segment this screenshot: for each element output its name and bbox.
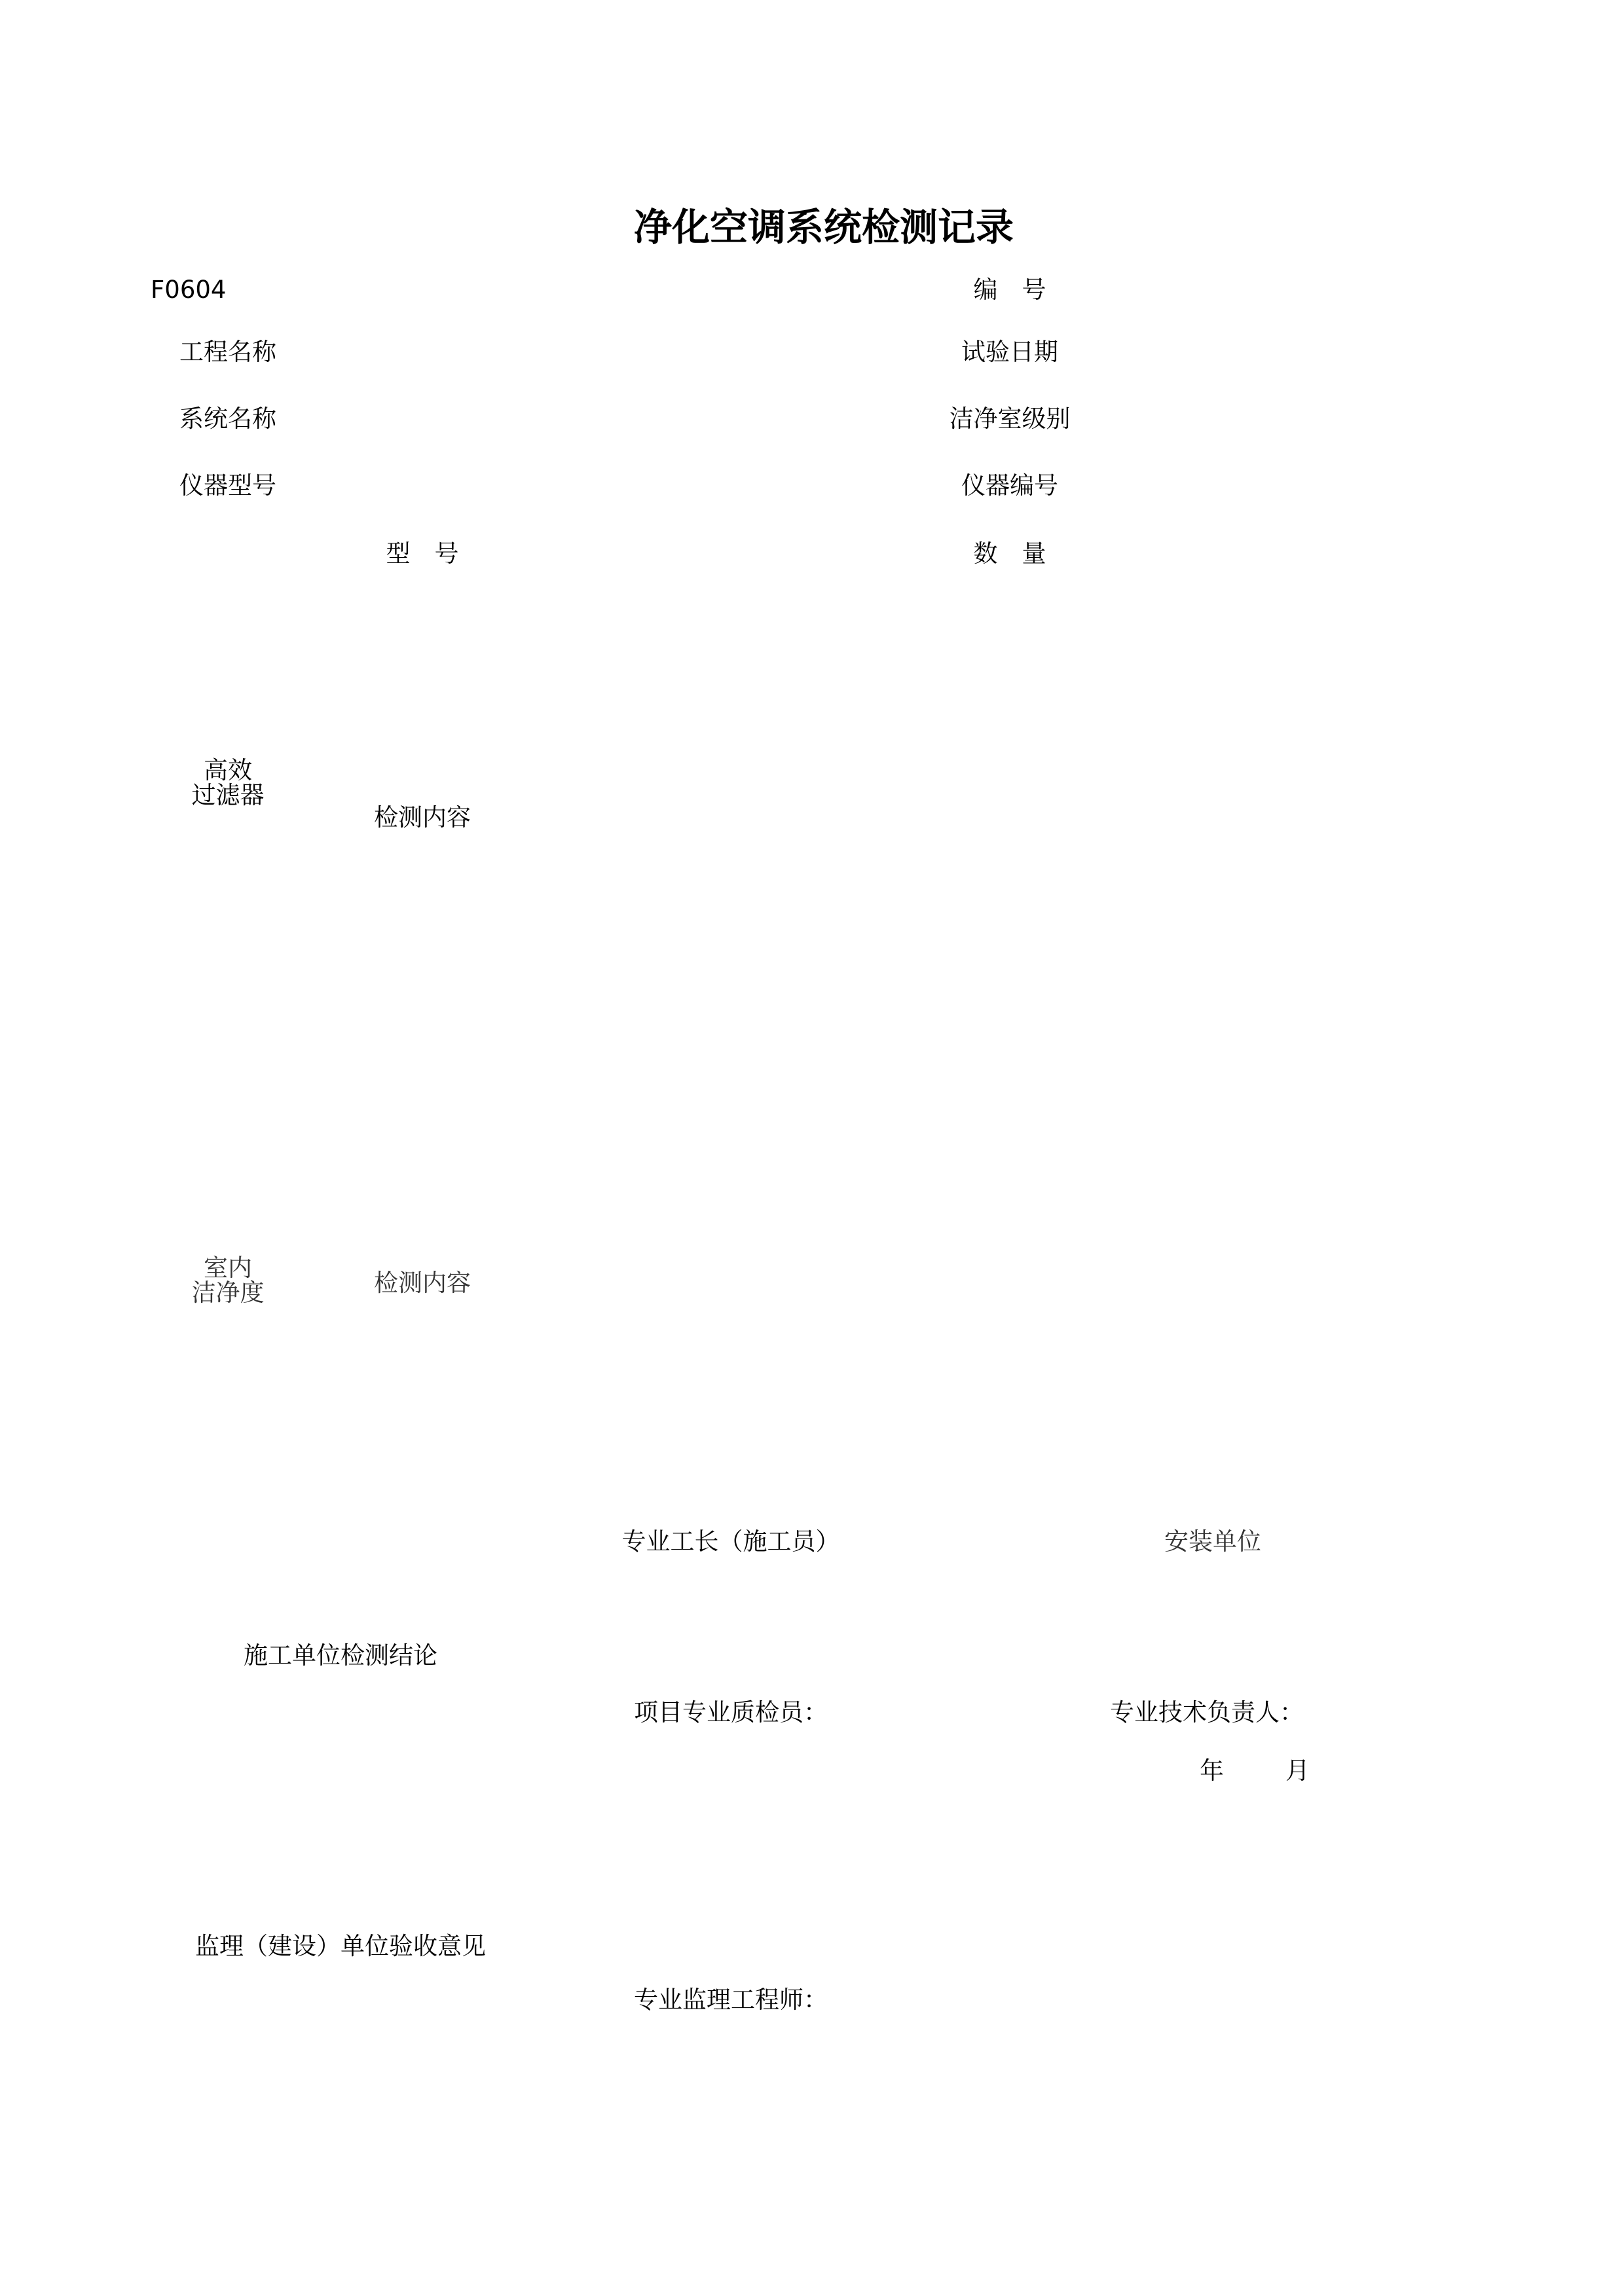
page-title: 净化空调系统检测记录 — [633, 205, 1014, 249]
indoor-cleanliness-section-label — [192, 1256, 265, 1305]
system-name-label: 系统名称 — [179, 405, 276, 433]
installation-unit-label: 安装单位 — [1164, 1527, 1261, 1556]
quality-inspector-label: 项目专业质检员： — [634, 1698, 828, 1726]
project-name-label: 工程名称 — [179, 338, 276, 366]
technical-lead-label: 专业技术负责人： — [1110, 1698, 1304, 1726]
cleanroom-class-label: 洁净室级别 — [949, 405, 1071, 433]
hepa-filter-section-label — [192, 758, 265, 808]
filter-model-label: 型 号 — [386, 539, 459, 568]
form-code: F0604 — [151, 276, 227, 304]
hepa-filter-label-line1: 高效 — [204, 756, 252, 784]
year-label: 年 — [1200, 1757, 1224, 1785]
hepa-filter-label-line2: 过滤器 — [191, 781, 265, 809]
instrument-no-label: 仪器编号 — [961, 471, 1058, 500]
serial-no-label: 编 号 — [973, 276, 1046, 304]
indoor-cleanliness-label-line1: 室内 — [204, 1254, 252, 1282]
filter-quantity-label: 数 量 — [973, 539, 1046, 568]
construction-conclusion-label: 施工单位检测结论 — [244, 1641, 437, 1669]
supervision-opinion-label: 监理（建设）单位验收意见 — [195, 1932, 486, 1960]
indoor-cleanliness-content-label: 检测内容 — [374, 1269, 471, 1297]
test-date-label: 试验日期 — [961, 338, 1058, 366]
foreman-label: 专业工长（施工员） — [621, 1527, 840, 1556]
indoor-cleanliness-label-line2: 洁净度 — [191, 1279, 265, 1307]
instrument-model-label: 仪器型号 — [179, 471, 276, 500]
month-label: 月 — [1285, 1757, 1310, 1785]
supervision-engineer-label: 专业监理工程师： — [634, 1986, 828, 2014]
hepa-filter-content-label: 检测内容 — [374, 803, 471, 831]
